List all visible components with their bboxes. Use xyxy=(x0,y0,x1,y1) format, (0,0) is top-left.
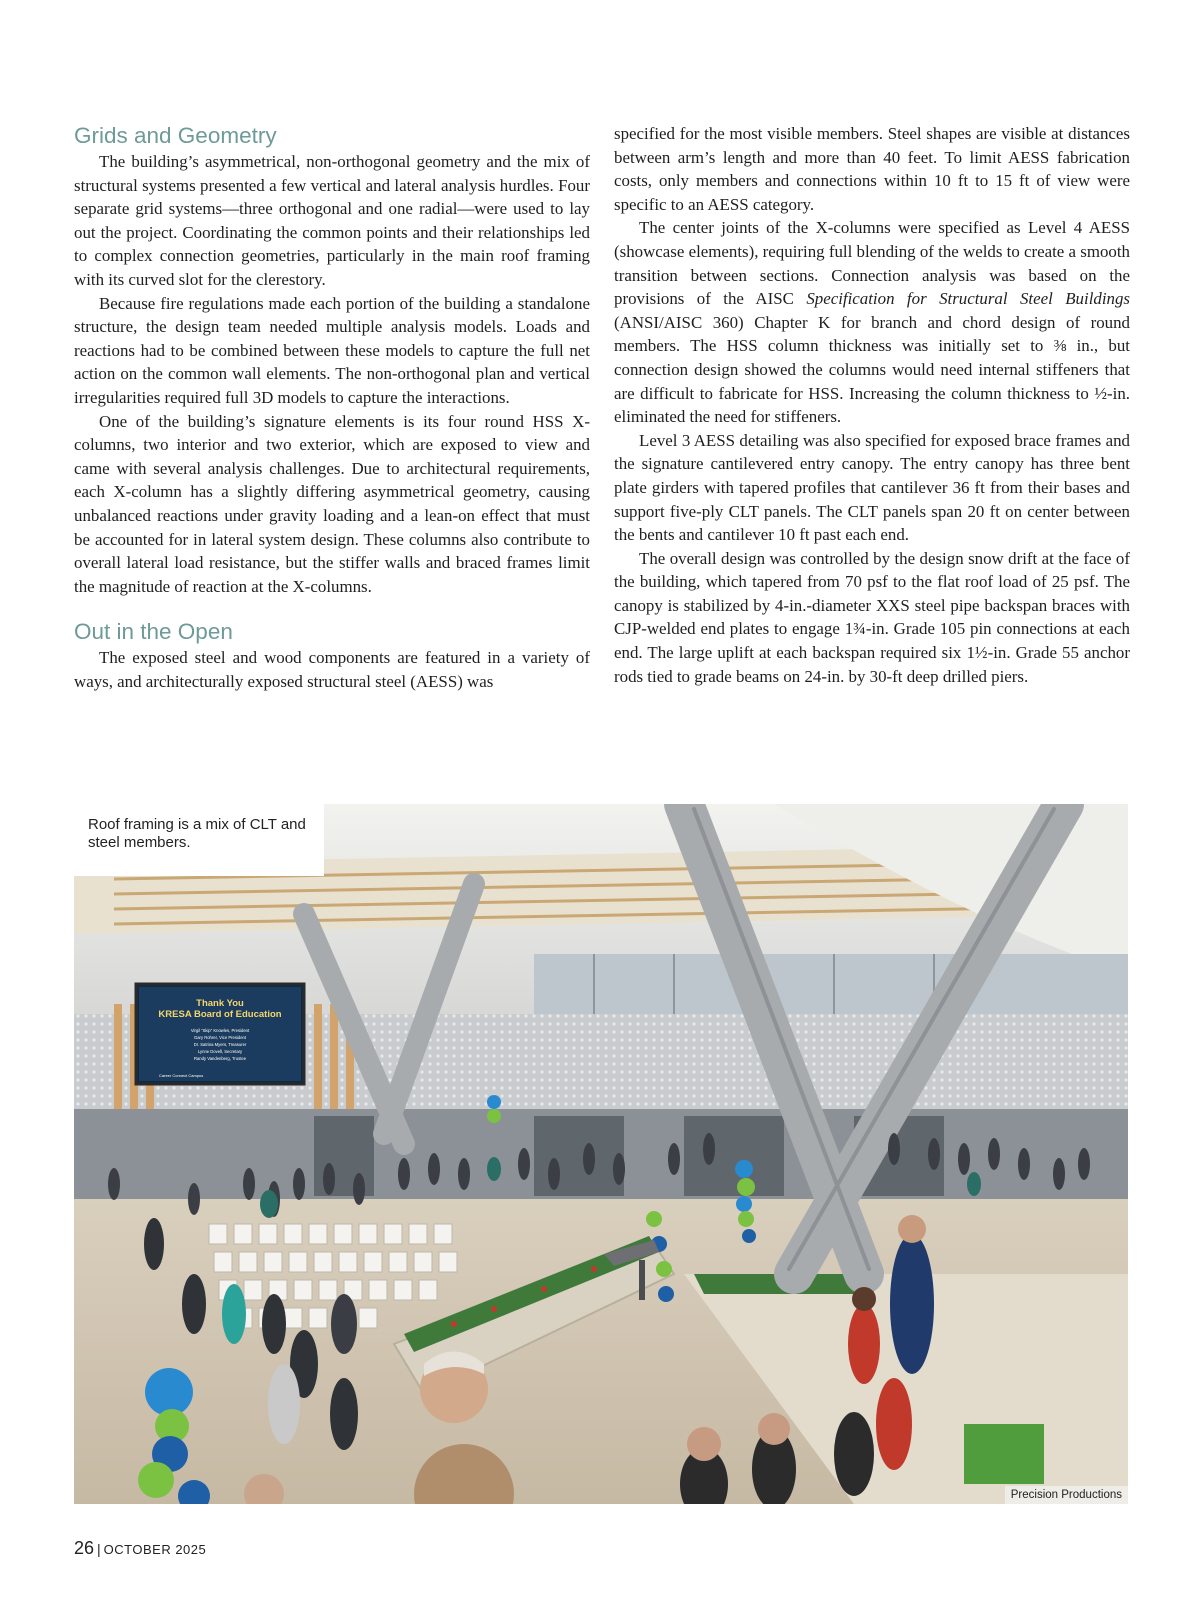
body-paragraph: Because fire regulations made each portion of the building a standalone structure, the design team needed multiple analysis models. Loads and reactions had to be combined between these models to capture the full net action on the common wall elements. The non-orthogonal plan and vertical irregularities required full 3D models to capture the interactions. xyxy=(74,293,590,407)
screen-footer: Career Connect Campus xyxy=(159,1073,204,1078)
body-paragraph: The overall design was controlled by the design snow drift at the face of the building, which tapered from 70 psf to the flat roof load of 25 psf. The canopy is stabilized by 4-in.-diameter XXS steel pipe backspan braces with CJP-welded end plates to engage 1¾-in. Grade 105 pin connections at each end. The large uplift at each backspan required six 1½-in. Grade 55 anchor rods tied to grade beams on 24-in. by 30-ft deep drilled piers. xyxy=(614,548,1130,686)
screen-name-line: Lynne Dovell, Secretary xyxy=(197,1049,243,1054)
atrium-photo xyxy=(74,804,1128,1504)
paragraph-text: The center joints of the X-columns were specified as Level 4 AESS (showcase elements), requiring full blending of the welds to create a smooth transition between sections. Connection analysis was based on the provisions of the AISC xyxy=(614,218,1130,309)
body-paragraph: specified for the most visible members. Steel shapes are visible at distances between arm’s length and more than 40 feet. To limit AESS fabrication costs, only members and connections within 10 ft to 15 ft of view were specific to an AESS category. xyxy=(614,124,1130,214)
atrium-illustration xyxy=(74,804,1128,1504)
right-column xyxy=(614,122,1130,688)
screen-name-line: Gary Rohrer, Vice President xyxy=(193,1035,247,1040)
screen-title-line: Thank You xyxy=(196,998,244,1009)
photo-caption: Roof framing is a mix of CLT and steel members. xyxy=(74,804,324,876)
screen-name-line: Randy Vandenberg, Trustee xyxy=(193,1056,247,1061)
body-paragraph: Level 3 AESS detailing was also specified for exposed brace frames and the signature cantilevered entry canopy. The entry canopy has three bent plate girders with tapered profiles that cantilever 36 ft from their bases and support five-ply CLT panels. The CLT panels span 20 ft on center between the bents and cantilever 10 ft past each end. xyxy=(614,430,1130,545)
body-paragraph: The exposed steel and wood components are featured in a variety of ways, and architecturally exposed structural steel (AESS) was xyxy=(74,648,590,691)
section-heading-open: Out in the Open xyxy=(74,619,233,645)
footer-separator: | xyxy=(97,1541,101,1557)
page-footer xyxy=(74,1538,206,1559)
body-paragraph xyxy=(614,216,1130,428)
photo-credit: Precision Productions xyxy=(1005,1486,1128,1504)
body-paragraph: The building’s asymmetrical, non-orthogonal geometry and the mix of structural systems presented a few vertical and lateral analysis hurdles. Four separate grid systems—three orthogonal and one radial—were used to lay out the project. Coordinating the common points and their relationships led to complex connection geometries, particularly in the main roof framing with its curved slot for the clerestory. xyxy=(74,152,590,289)
section-heading-grids: Grids and Geometry xyxy=(74,123,277,148)
screen-name-line: Dr. Satrina Myers, Treasurer xyxy=(193,1042,247,1047)
page-number: 26 xyxy=(74,1538,95,1558)
body-paragraph: One of the building’s signature elements is its four round HSS X-columns, two interior and two exterior, which are exposed to view and came with several analysis challenges. Due to architectural requirements, each X-column has a slightly differing asymmetrical geometry, causing unbalanced reactions under gravity loading and a lean-on effect that must be accounted for in lateral system design. These columns also contribute to overall lateral load resistance, but the stiffer walls and braced frames limit the magnitude of reaction at the X-columns. xyxy=(74,411,590,596)
left-column xyxy=(74,122,590,693)
screen-name-line: Virgil “Skip” Knowles, President xyxy=(190,1028,250,1033)
screen-name-list xyxy=(191,1028,250,1061)
paragraph-text: (ANSI/AISC 360) Chapter K for branch and chord design of round members. The HSS column thickness was initially set to ⅜ in., but connection design showed the columns would need internal stiffeners that are difficult to fabricate for HSS. Increasing the column thickness to ½-in. eliminated the need for stiffeners. xyxy=(614,312,1130,427)
screen-title-line: KRESA Board of Education xyxy=(158,1009,282,1020)
publication-title: Specification for Structural Steel Buildings xyxy=(806,289,1130,309)
issue-date: OCTOBER 2025 xyxy=(103,1542,207,1557)
